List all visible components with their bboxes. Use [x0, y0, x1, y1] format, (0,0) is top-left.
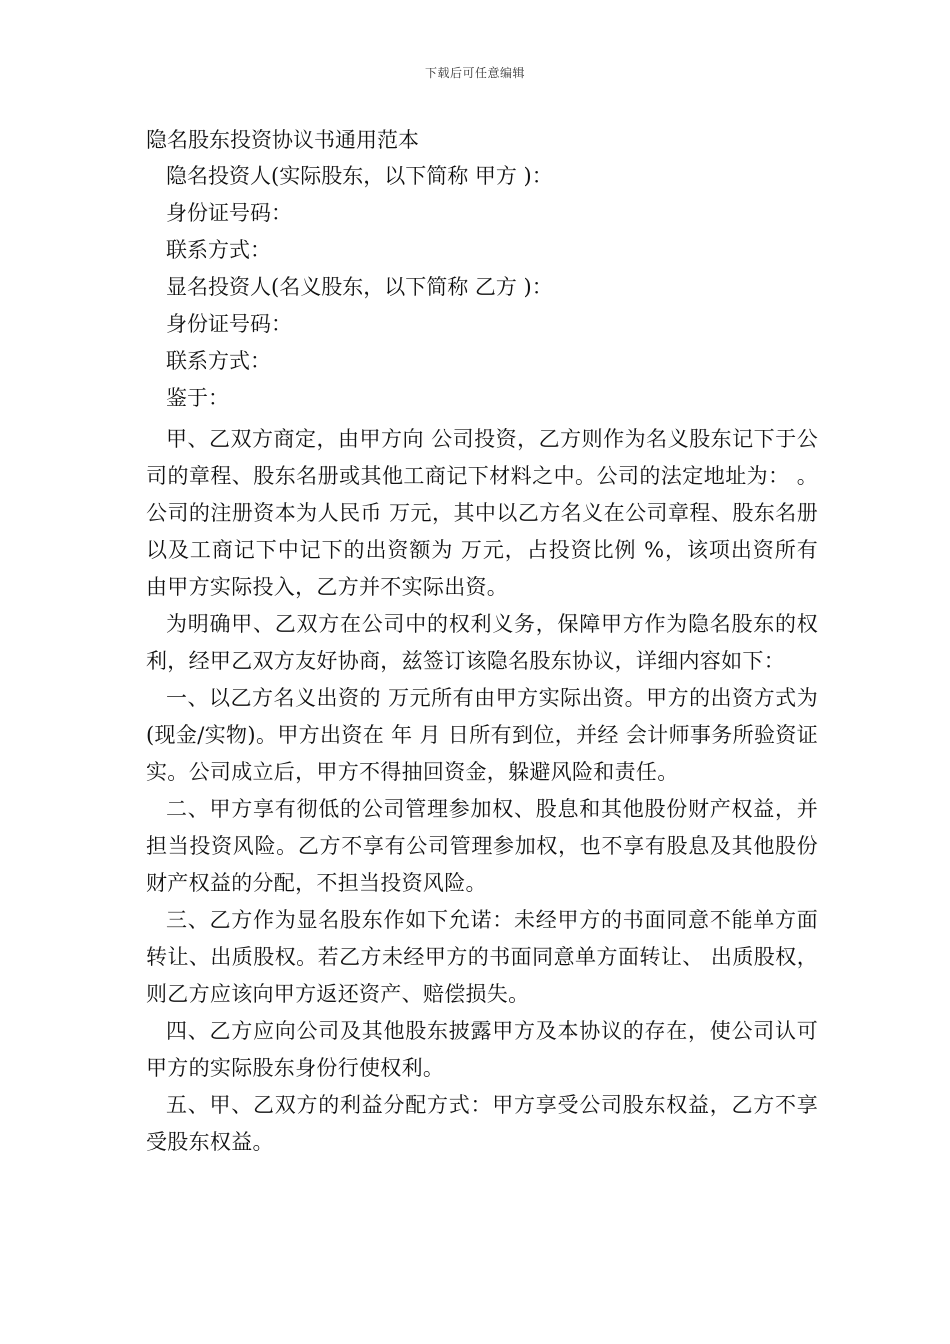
party-a-contact-label: 联系方式： — [166, 238, 271, 262]
clause-1: 一、以乙方名义出资的 万元所有由甲方实际出资。甲方的出资方式为 (现金/实物)。甲方出资在 年 月 日所有到位，并经 会计师事务所验资证实。公司成立后，甲方不得抽回资金，躲避风险和责任。 — [146, 686, 818, 784]
party-b-label: 显名投资人(名义股东，以下简称 乙方 )： — [166, 275, 553, 299]
clause-2: 二、甲方享有彻低的公司管理参加权、股息和其他股份财产权益，并担当投资风险。乙方不享有公司管理参加权，也不享有股息及其他股份财产权益的分配，不担当投资风险。 — [146, 797, 818, 895]
clause-3: 三、乙方作为显名股东作如下允诺：未经甲方的书面同意不能单方面转让、出质股权。若乙方未经甲方的书面同意单方面转让、 出质股权，则乙方应该向甲方返还资产、赔偿损失。 — [146, 908, 818, 1006]
header-note: 下载后可任意编辑 — [424, 66, 525, 80]
clause-4: 四、乙方应向公司及其他股东披露甲方及本协议的存在，使公司认可甲方的实际股东身份行使权利。 — [146, 1019, 818, 1080]
party-b-contact-label: 联系方式： — [166, 349, 271, 373]
clause-5: 五、甲、乙双方的利益分配方式：甲方享受公司股东权益，乙方不享受股东权益。 — [146, 1093, 818, 1154]
document-body — [146, 122, 818, 1161]
party-a-label: 隐名投资人(实际股东，以下简称 甲方 )： — [166, 164, 553, 188]
whereas-label: 鉴于： — [166, 386, 229, 410]
paragraph-background: 甲、乙双方商定，由甲方向 公司投资，乙方则作为名义股东记下于公司的章程、股东名册或其他工商记下材料之中。公司的法定地址为： 。公司的注册资本为人民币 万元，其中以乙方名义在公司章程、股东名册以及工商记下中记下的出资额为 万元，占投资比例 %，该项出资所有由甲方实际投入，乙方并不实际出资。 — [146, 427, 818, 599]
paragraph-purpose: 为明确甲、乙双方在公司中的权利义务，保障甲方作为隐名股东的权利，经甲乙双方友好协商，兹签订该隐名股东协议，详细内容如下： — [146, 612, 818, 673]
party-a-id-label: 身份证号码： — [166, 201, 292, 225]
document-title: 隐名股东投资协议书通用范本 — [146, 128, 419, 152]
party-b-id-label: 身份证号码： — [166, 312, 292, 336]
